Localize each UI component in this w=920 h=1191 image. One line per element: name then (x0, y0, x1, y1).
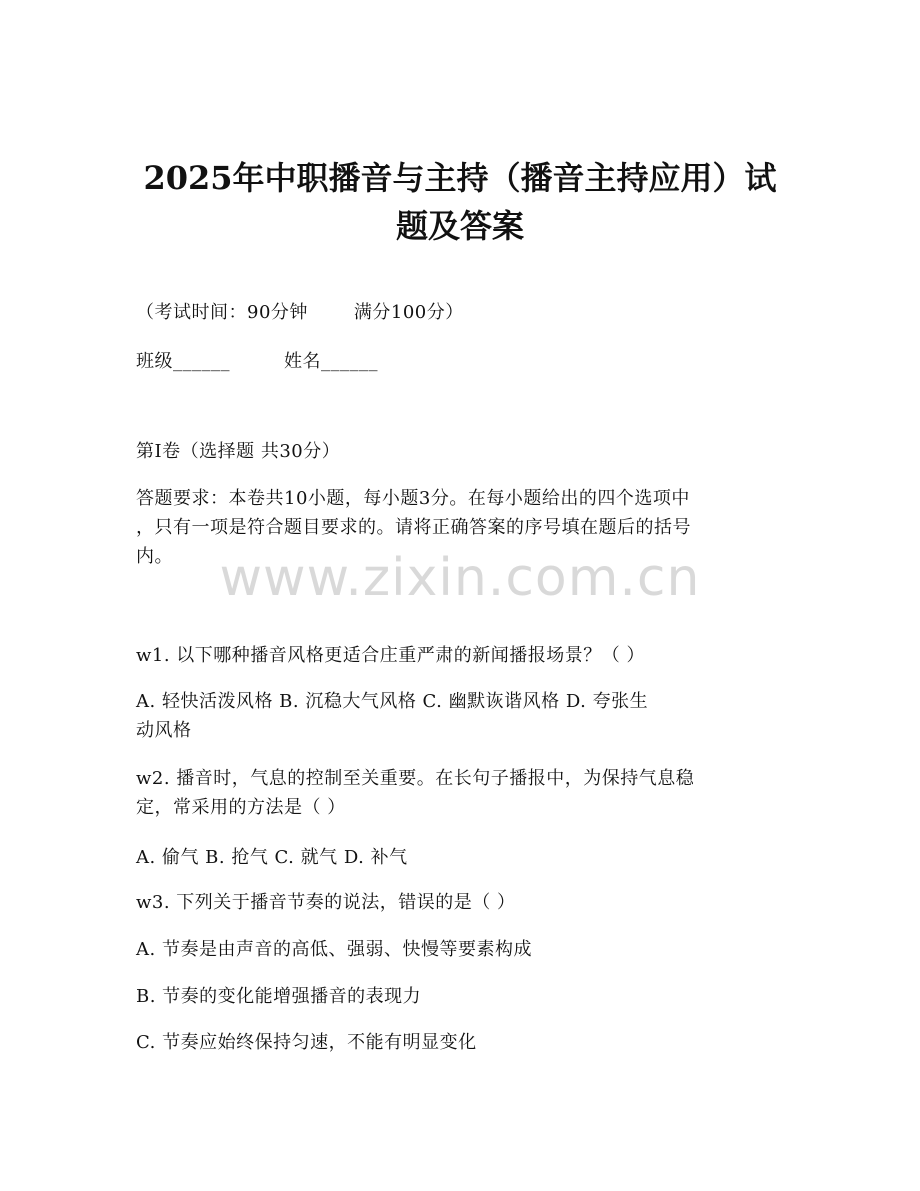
exam-time: （考试时间：90分钟 (136, 302, 308, 323)
question-3-stem (136, 888, 776, 917)
name-field: 姓名______ (284, 351, 378, 372)
question-option-line: 动风格 (136, 720, 192, 741)
question-stem-line: w1. 以下哪种播音风格更适合庄重严肃的新闻播报场景？（ ） (136, 645, 646, 666)
title-line-2: 题及答案 (395, 207, 524, 245)
question-1-stem (136, 641, 776, 670)
question-3-option-b (136, 982, 776, 1011)
question-2-options (136, 843, 776, 872)
question-option-line: B. 节奏的变化能增强播音的表现力 (136, 986, 422, 1007)
question-option-line: C. 节奏应始终保持匀速，不能有明显变化 (136, 1032, 477, 1053)
question-3-option-a (136, 935, 776, 964)
instructions-line: 答题要求：本卷共10小题，每小题3分。在每小题给出的四个选项中 (136, 488, 690, 509)
watermark: www.zixin.com.cn (219, 548, 701, 608)
title-line-1: 2025年中职播音与主持（播音主持应用）试 (143, 159, 777, 197)
exam-score: 满分100分） (353, 302, 464, 323)
question-option-line: A. 偷气 B. 抢气 C. 就气 D. 补气 (136, 847, 408, 868)
question-1-options (136, 687, 776, 745)
question-option-line: A. 节奏是由声音的高低、强弱、快慢等要素构成 (136, 939, 532, 960)
question-option-line: A. 轻快活泼风格 B. 沉稳大气风格 C. 幽默诙谐风格 D. 夸张生 (136, 691, 649, 712)
question-stem-line: w3. 下列关于播音节奏的说法，错误的是（ ） (136, 892, 516, 913)
question-2-stem (136, 764, 776, 822)
class-field: 班级______ (136, 351, 230, 372)
exam-info (136, 302, 464, 324)
student-fields (136, 351, 378, 373)
section-heading: 第I卷（选择题 共30分） (136, 441, 341, 462)
question-stem-line: 定，常采用的方法是（ ） (136, 797, 346, 818)
question-3-option-c (136, 1028, 776, 1057)
instructions-line: 内。 (136, 546, 173, 567)
document-title (120, 154, 800, 250)
question-stem-line: w2. 播音时，气息的控制至关重要。在长句子播报中，为保持气息稳 (136, 768, 695, 789)
instructions-line: ，只有一项是符合题目要求的。请将正确答案的序号填在题后的括号 (136, 517, 691, 538)
